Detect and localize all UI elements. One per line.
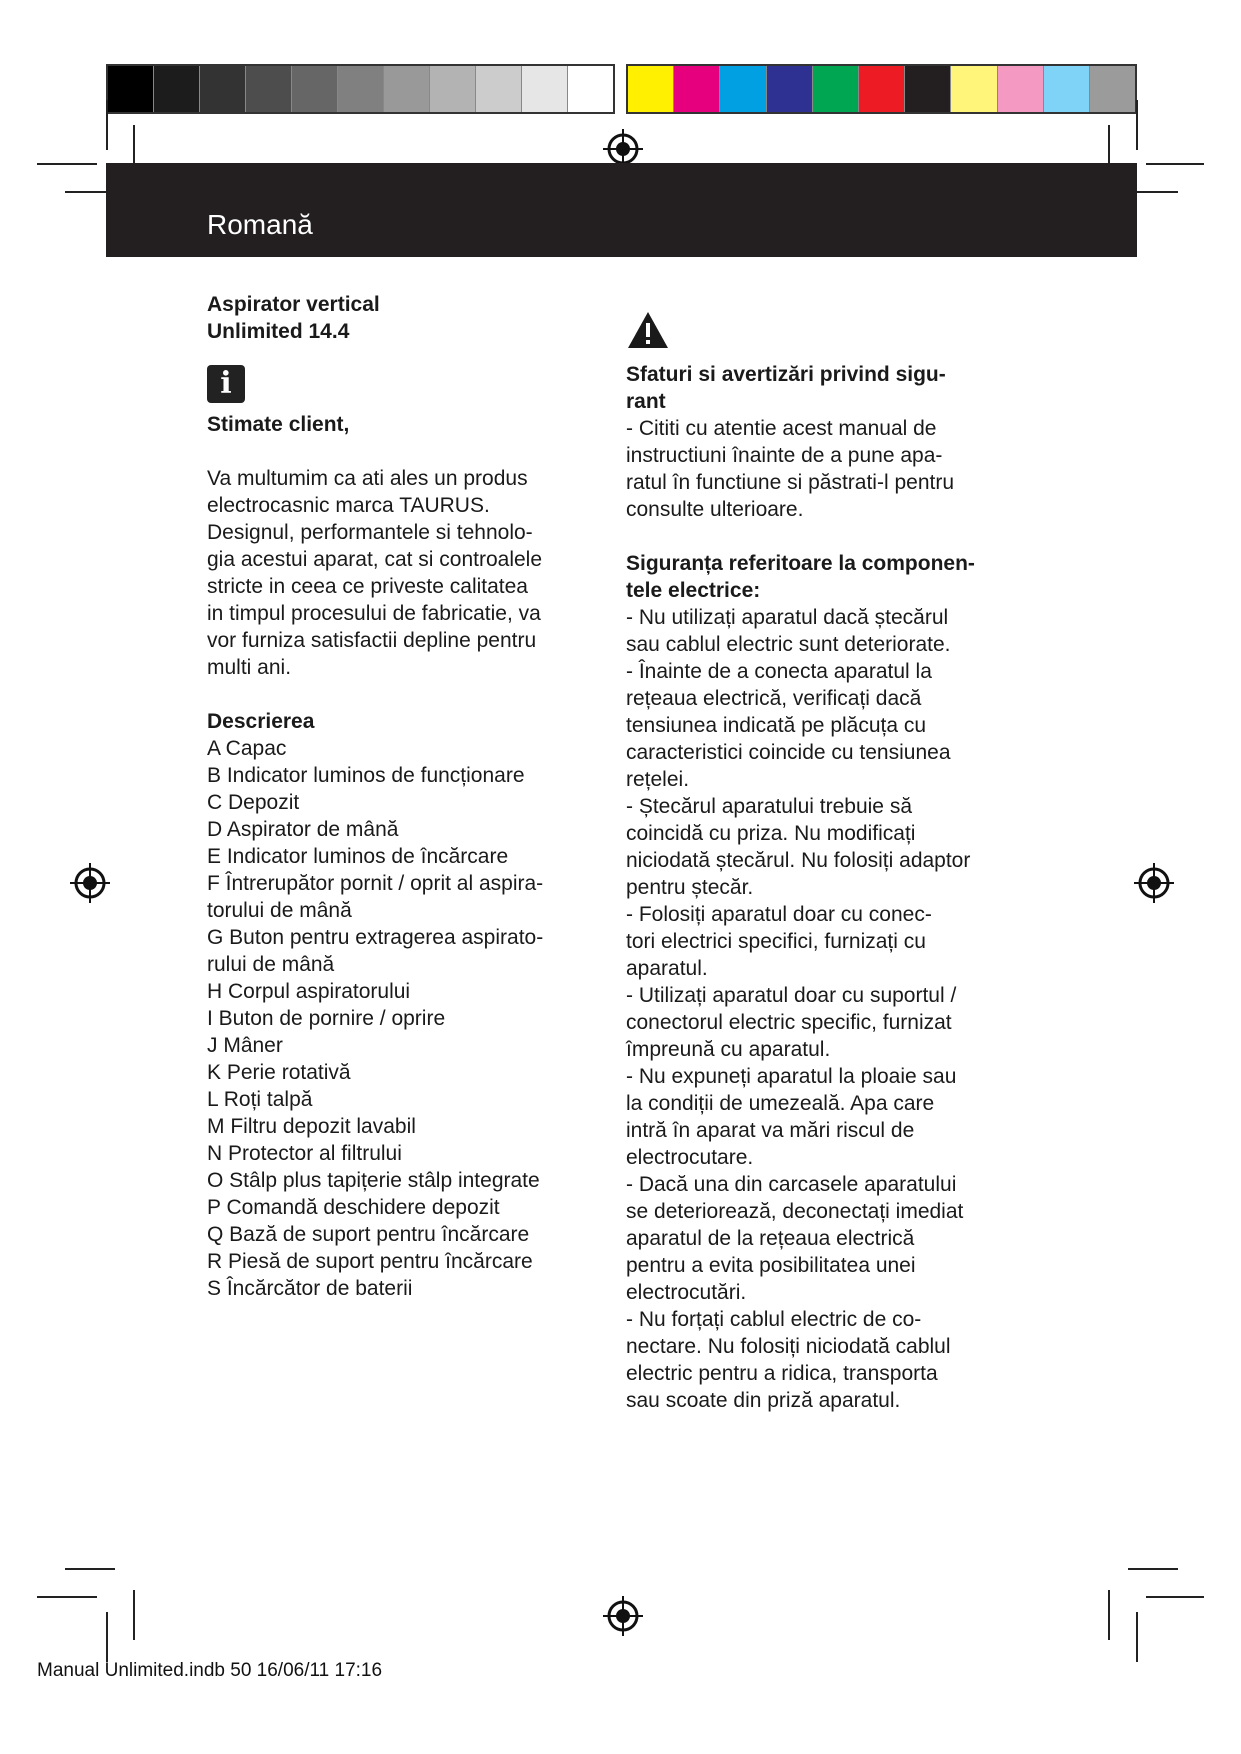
description-item: D Aspirator de mână	[207, 818, 399, 841]
color-swatch	[1090, 66, 1135, 112]
description-item: C Depozit	[207, 791, 300, 814]
description-item: B Indicator luminos de funcționare	[207, 764, 525, 787]
gray-scale-bar	[106, 64, 615, 114]
electric-safety-line: tensiunea indicată pe plăcuța cu	[626, 714, 927, 737]
intro-line: stricte in ceea ce priveste calitatea	[207, 575, 528, 598]
color-swatch	[628, 66, 674, 112]
description-item: P Comandă deschidere depozit	[207, 1196, 500, 1219]
gray-swatch	[108, 66, 154, 112]
electric-safety-line: aparatul.	[626, 957, 708, 980]
electric-safety-line: electrocutare.	[626, 1146, 754, 1169]
electric-safety-line: aparatul de la rețeaua electrică	[626, 1227, 915, 1250]
description-item: K Perie rotativă	[207, 1061, 351, 1084]
color-swatch	[720, 66, 766, 112]
description-item: G Buton pentru extragerea aspirato-	[207, 926, 544, 949]
color-swatch	[767, 66, 813, 112]
electric-safety-line: niciodată ștecărul. Nu folosiți adaptor	[626, 849, 971, 872]
crop-mark	[37, 163, 97, 165]
gray-swatch	[430, 66, 476, 112]
color-swatch	[905, 66, 951, 112]
intro-text	[207, 465, 597, 681]
electric-safety-line: electric pentru a ridica, transporta	[626, 1362, 938, 1385]
crop-mark	[1146, 1596, 1204, 1598]
intro-line: gia acestui aparat, cat si controalele	[207, 548, 543, 571]
electric-safety-line: rețeaua electrică, verificați dacă	[626, 687, 922, 710]
safety-heading-line: Sfaturi si avertizări privind sigu-	[626, 363, 946, 386]
description-item: O Stâlp plus tapițerie stâlp integrate	[207, 1169, 540, 1192]
registration-mark-icon	[603, 1596, 643, 1636]
crop-mark	[65, 1568, 115, 1570]
gray-swatch	[246, 66, 292, 112]
safety-line: - Cititi cu atentie acest manual de	[626, 417, 937, 440]
color-swatch	[859, 66, 905, 112]
electric-safety-line: - Nu expuneți aparatul la ploaie sau	[626, 1065, 957, 1088]
crop-mark	[1136, 1612, 1138, 1662]
gray-swatch	[154, 66, 200, 112]
electric-safety-line: rețelei.	[626, 768, 690, 791]
electric-safety-line: - Folosiți aparatul doar cu conec-	[626, 903, 932, 926]
description-item: E Indicator luminos de încărcare	[207, 845, 509, 868]
intro-line: in timpul procesului de fabricatie, va	[207, 602, 541, 625]
gray-swatch	[292, 66, 338, 112]
registration-mark-icon	[1134, 863, 1174, 903]
intro-line: electrocasnic marca TAURUS.	[207, 494, 490, 517]
electric-safety-line: sau scoate din priză aparatul.	[626, 1389, 901, 1412]
intro-line: Designul, performantele si tehnolo-	[207, 521, 533, 544]
description-item: A Capac	[207, 737, 287, 760]
electric-safety-line: la condiții de umezeală. Apa care	[626, 1092, 935, 1115]
crop-mark	[1128, 1568, 1178, 1570]
gray-swatch	[476, 66, 522, 112]
registration-mark-icon	[70, 863, 110, 903]
gray-swatch	[384, 66, 430, 112]
description-item: H Corpul aspiratorului	[207, 980, 411, 1003]
intro-line: multi ani.	[207, 656, 292, 679]
intro-line: vor furniza satisfactii depline pentru	[207, 629, 537, 652]
safety-text	[626, 415, 1026, 523]
gray-swatch	[338, 66, 384, 112]
description-item: S Încărcător de baterii	[207, 1277, 413, 1300]
electric-safety-line: se deteriorează, deconectați imediat	[626, 1200, 964, 1223]
crop-mark	[1146, 163, 1204, 165]
crop-mark	[106, 100, 108, 150]
crop-mark	[106, 1612, 108, 1662]
electric-safety-line: nectare. Nu folosiți niciodată cablul	[626, 1335, 951, 1358]
intro-line: Va multumim ca ati ales un produs	[207, 467, 528, 490]
left-column	[207, 291, 597, 1302]
electric-safety-line: - Înainte de a conecta aparatul la	[626, 660, 932, 683]
print-slug: Manual Unlimited.indb 50 16/06/11 17:16	[37, 1660, 383, 1681]
color-swatch	[1044, 66, 1090, 112]
electric-safety-line: caracteristici coincide cu tensiunea	[626, 741, 951, 764]
product-title: Aspirator vertical	[207, 293, 380, 316]
safety-line: instructiuni înainte de a pune apa-	[626, 444, 943, 467]
crop-mark	[37, 1596, 97, 1598]
electric-safety-heading	[626, 550, 1026, 604]
description-heading: Descrierea	[207, 710, 315, 733]
gray-swatch	[568, 66, 613, 112]
description-item: L Roți talpă	[207, 1088, 313, 1111]
safety-line: ratul în functiune si păstrati-l pentru	[626, 471, 955, 494]
greeting: Stimate client,	[207, 413, 350, 436]
language-title: Romană	[207, 209, 313, 240]
language-header-band	[106, 163, 1137, 257]
description-item: J Mâner	[207, 1034, 283, 1057]
crop-mark	[1108, 1590, 1110, 1640]
description-item: torului de mână	[207, 899, 352, 922]
product-model: Unlimited 14.4	[207, 320, 350, 343]
gray-swatch	[522, 66, 568, 112]
description-list	[207, 735, 597, 1302]
electric-safety-line: - Utilizați aparatul doar cu suportul /	[626, 984, 957, 1007]
electric-safety-line: împreună cu aparatul.	[626, 1038, 831, 1061]
color-scale-bar	[626, 64, 1137, 114]
description-item: M Filtru depozit lavabil	[207, 1115, 416, 1138]
description-item: N Protector al filtrului	[207, 1142, 402, 1165]
electric-safety-line: pentru a evita posibilitatea unei	[626, 1254, 916, 1277]
color-swatch	[951, 66, 997, 112]
safety-heading-line: rant	[626, 390, 666, 413]
safety-heading	[626, 361, 1026, 415]
color-swatch	[674, 66, 720, 112]
description-item: F Întrerupător pornit / oprit al aspira-	[207, 872, 544, 895]
color-swatch	[998, 66, 1044, 112]
description-item: I Buton de pornire / oprire	[207, 1007, 446, 1030]
description-item: R Piesă de suport pentru încărcare	[207, 1250, 533, 1273]
electric-safety-line: pentru ștecăr.	[626, 876, 754, 899]
color-swatch	[813, 66, 859, 112]
description-item: Q Bază de suport pentru încărcare	[207, 1223, 530, 1246]
electric-heading-line: Siguranța referitoare la componen-	[626, 552, 975, 575]
electric-safety-line: - Nu utilizați aparatul dacă ștecărul	[626, 606, 949, 629]
description-item: rului de mână	[207, 953, 335, 976]
electric-safety-line: intră în aparat va mări riscul de	[626, 1119, 915, 1142]
electric-safety-line: coincidă cu priza. Nu modificați	[626, 822, 916, 845]
right-column	[626, 310, 1026, 1414]
warning-icon	[626, 310, 670, 350]
electric-safety-line: - Nu forțați cablul electric de co-	[626, 1308, 922, 1331]
gray-swatch	[200, 66, 246, 112]
electric-safety-line: - Dacă una din carcasele aparatului	[626, 1173, 957, 1196]
electric-safety-line: conectorul electric specific, furnizat	[626, 1011, 952, 1034]
electric-safety-line: tori electrici specifici, furnizați cu	[626, 930, 926, 953]
electric-heading-line: tele electrice:	[626, 579, 761, 602]
safety-line: consulte ulterioare.	[626, 498, 804, 521]
electric-safety-line: - Ștecărul aparatului trebuie să	[626, 795, 912, 818]
electric-safety-line: sau cablul electric sunt deteriorate.	[626, 633, 951, 656]
crop-mark	[1136, 100, 1138, 150]
crop-mark	[133, 1590, 135, 1640]
info-icon: i	[207, 365, 245, 403]
electric-safety-line: electrocutări.	[626, 1281, 747, 1304]
electric-safety-text	[626, 604, 1026, 1414]
